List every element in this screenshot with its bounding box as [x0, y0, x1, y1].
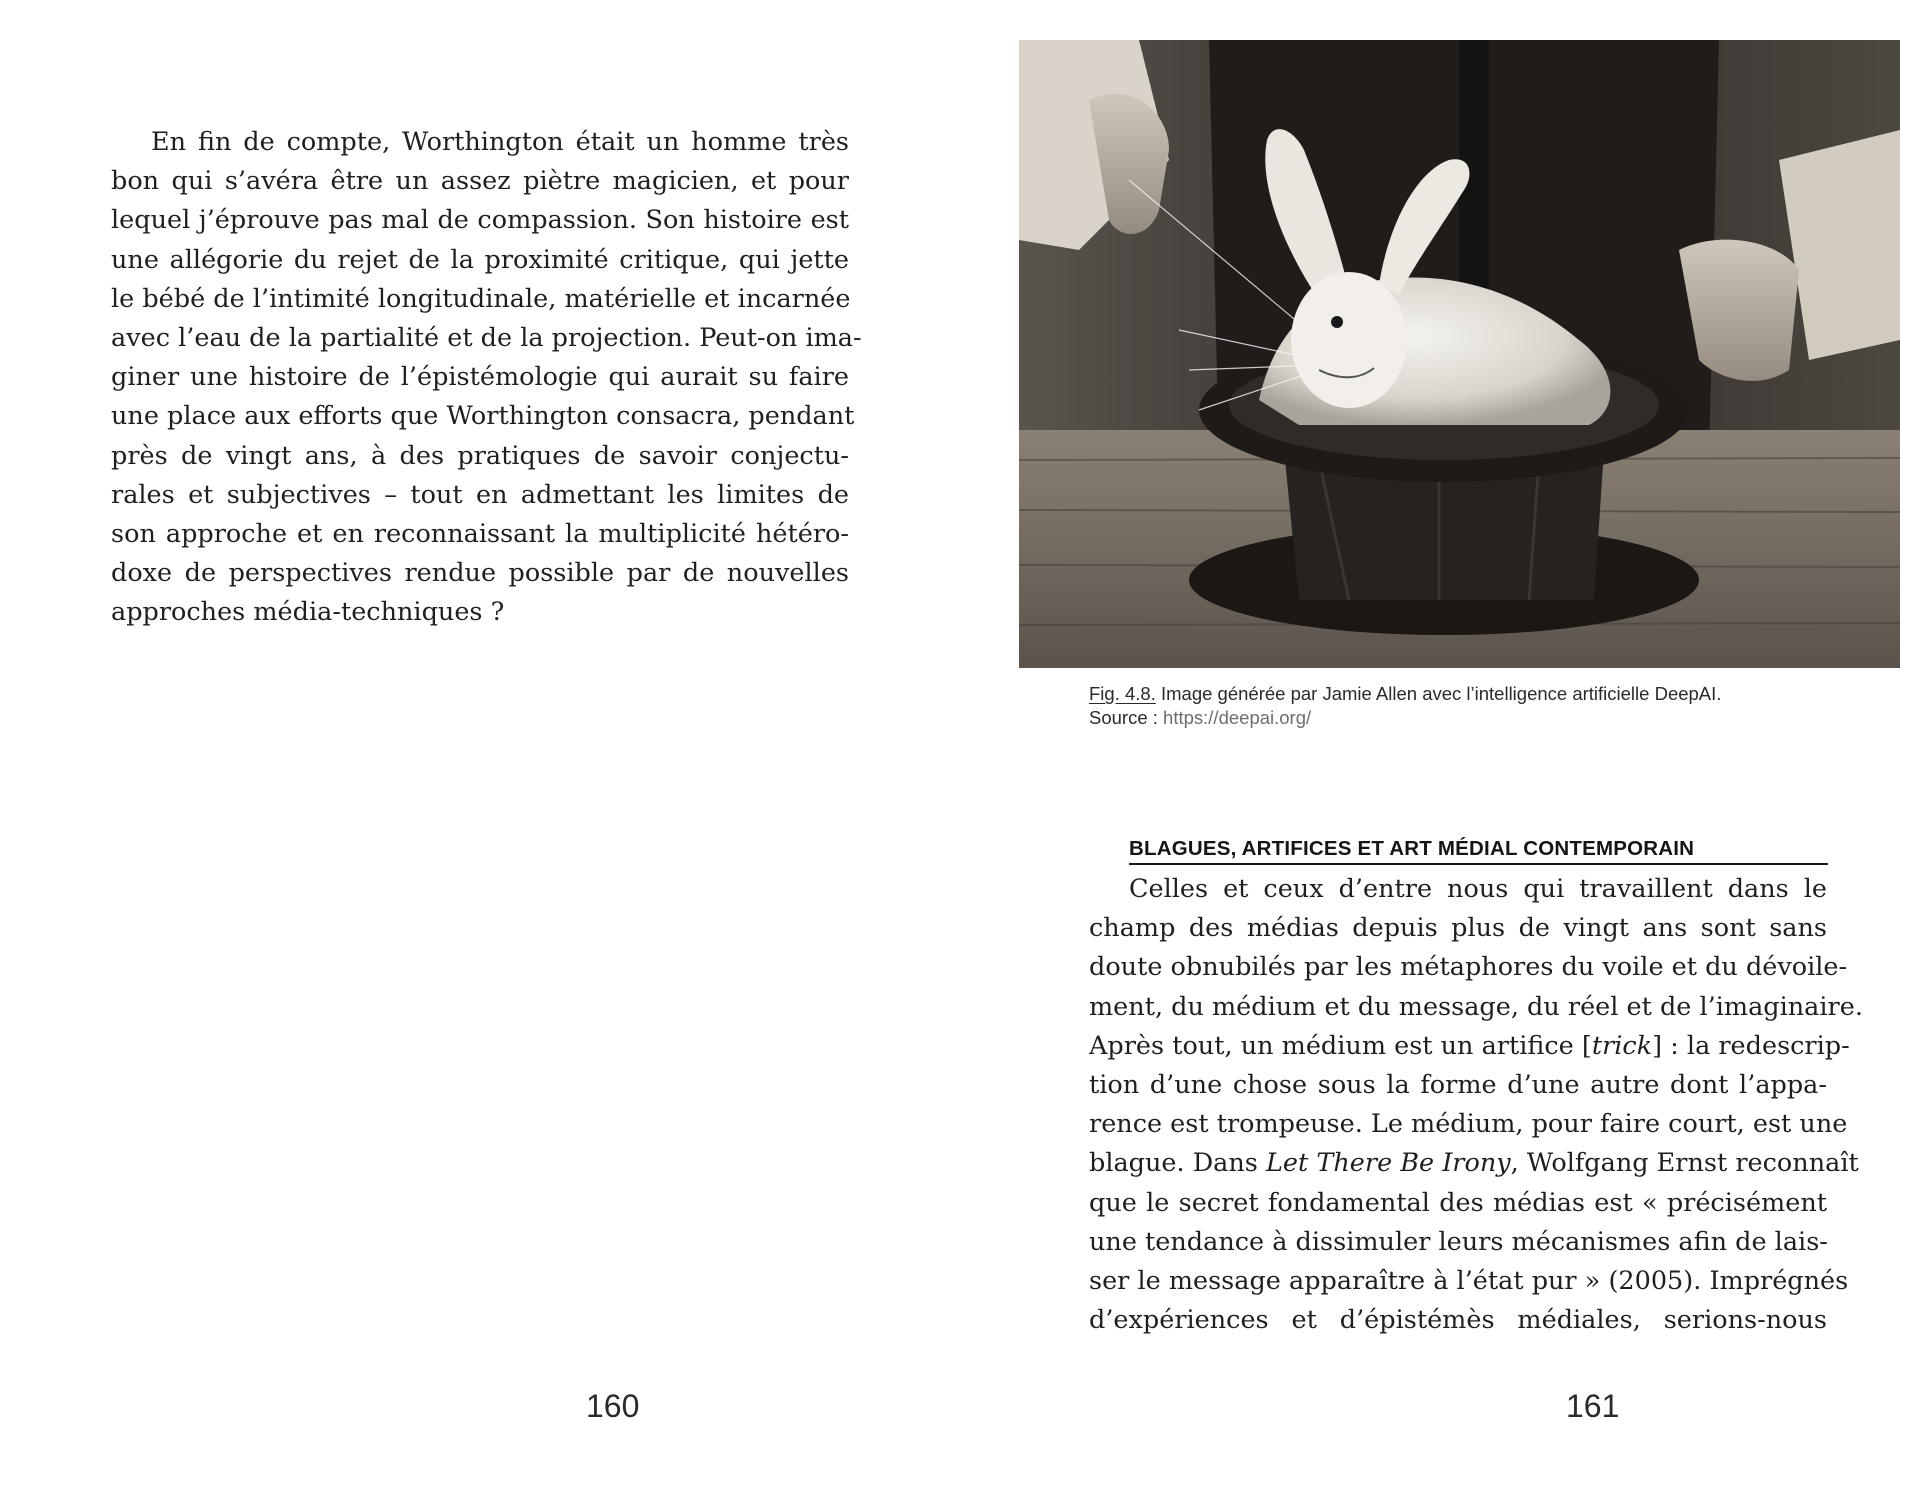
text-line: [1089, 1144, 1859, 1183]
text-run: blague. Dans: [1089, 1148, 1266, 1179]
text-line: En fin de compte, Worthington était un homme très: [151, 127, 849, 157]
italic-title: Let There Be Irony: [1266, 1148, 1511, 1179]
text-line: doxe de perspectives rendue possible par de nouvelles: [111, 558, 849, 589]
text-line: approches média-techniques ?: [111, 597, 505, 628]
source-link[interactable]: https://deepai.org/: [1163, 707, 1312, 728]
text-line: son approche et en reconnaissant la multiplicité hétéro-: [111, 519, 849, 550]
figure-caption: [1089, 682, 1849, 730]
page-number-left: 160: [586, 1388, 640, 1424]
text-line: ment, du médium et du message, du réel et de l’imaginaire.: [1089, 991, 1863, 1022]
text-line: près de vingt ans, à des pratiques de savoir conjectu-: [111, 440, 849, 471]
text-line: avec l’eau de la partialité et de la projection. Peut-on ima-: [111, 323, 862, 354]
text-line: Celles et ceux d’entre nous qui travaillent dans le: [1129, 874, 1827, 904]
left-page: [0, 0, 960, 1496]
source-label: Source :: [1089, 707, 1164, 728]
text-line: que le secret fondamental des médias est « précisément: [1089, 1187, 1827, 1218]
text-run: , Wolfgang Ernst reconnaît: [1510, 1148, 1859, 1179]
right-body-paragraph: [1089, 870, 1863, 1340]
page-number-right: 161: [1566, 1388, 1620, 1424]
text-line: lequel j’éprouve pas mal de compassion. Son histoire est: [111, 205, 849, 236]
text-line: une tendance à dissimuler leurs mécanismes afin de lais-: [1089, 1226, 1828, 1257]
text-line: le bébé de l’intimité longitudinale, matérielle et incarnée: [111, 283, 851, 314]
text-line: ser le message apparaître à l’état pur » (2005). Imprégnés: [1089, 1266, 1849, 1297]
italic-term: trick: [1591, 1030, 1653, 1061]
text-line: tion d’une chose sous la forme d’une autre dont l’appa-: [1089, 1070, 1827, 1101]
figure-caption-text: Image générée par Jamie Allen avec l’intelligence artificielle DeepAI.: [1155, 683, 1722, 704]
text-line: bon qui s’avéra être un assez piètre magicien, et pour: [111, 166, 849, 197]
text-line: [1089, 1027, 1850, 1066]
figure-label: Fig. 4.8.: [1089, 683, 1156, 704]
text-line: giner une histoire de l’épistémologie qui aurait su faire: [111, 362, 849, 393]
text-line: rales et subjectives – tout en admettant les limites de: [111, 479, 849, 510]
text-line: doute obnubilés par les métaphores du voile et du dévoile-: [1089, 952, 1848, 983]
text-line: une place aux efforts que Worthington consacra, pendant: [111, 401, 855, 432]
left-body-paragraph: [111, 123, 862, 633]
text-line: une allégorie du rejet de la proximité critique, qui jette: [111, 244, 849, 275]
section-heading: BLAGUES, ARTIFICES ET ART MÉDIAL CONTEMPORAIN: [1129, 836, 1828, 865]
text-run: ] : la redescrip-: [1652, 1030, 1850, 1061]
text-run: Après tout, un médium est un artifice [: [1089, 1030, 1592, 1061]
text-line: d’expériences et d’épistémès médiales, serions-nous: [1089, 1305, 1827, 1336]
rabbit-hat-illustration: [1019, 40, 1900, 668]
text-line: champ des médias depuis plus de vingt ans sont sans: [1089, 913, 1827, 944]
text-line: rence est trompeuse. Le médium, pour faire court, est une: [1089, 1109, 1848, 1140]
figure-rabbit-in-hat-image: [1019, 40, 1900, 668]
